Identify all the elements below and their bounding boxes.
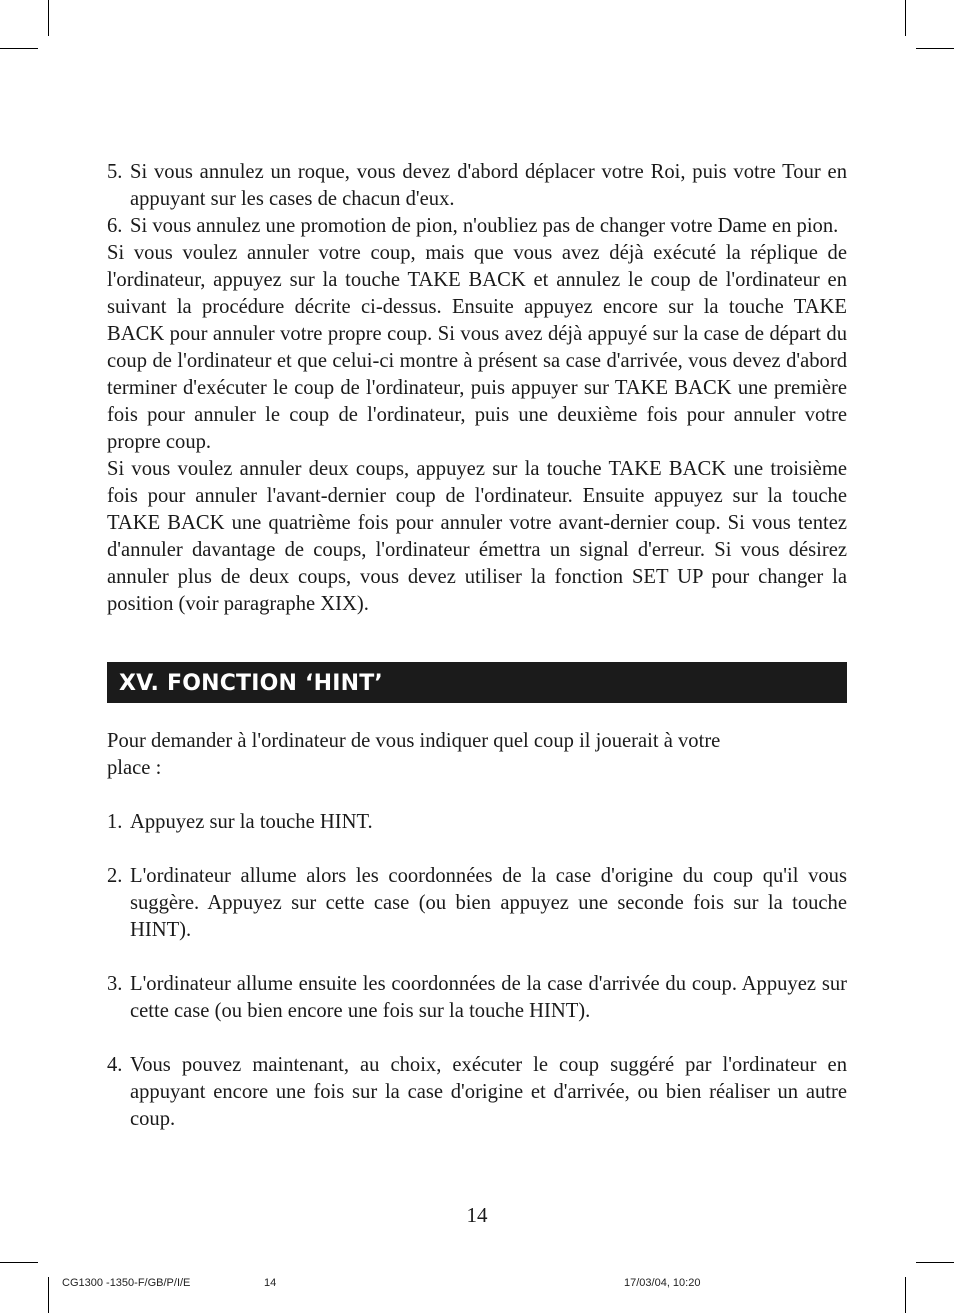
list-text: Si vous annulez une promotion de pion, n'oubliez pas de changer votre Dame en pion.: [130, 215, 839, 237]
step-number: 1.: [107, 811, 123, 833]
list-item-5: [107, 159, 847, 213]
crop-mark-bottom-left-vertical: [48, 1277, 49, 1313]
crop-mark-bottom-right-horizontal: [916, 1262, 954, 1263]
step-number: 4.: [107, 1054, 123, 1076]
crop-mark-top-left-vertical: [48, 0, 49, 36]
intro-line-1: Pour demander à l'ordinateur de vous indiquer quel coup il jouerait à votre: [107, 730, 721, 752]
footer-doc-code: CG1300 -1350-F/GB/P/I/E: [62, 1277, 191, 1289]
hint-step-1: [107, 809, 847, 836]
intro-line-2: place :: [107, 757, 162, 779]
footer-timestamp: 17/03/04, 10:20: [624, 1277, 701, 1289]
crop-mark-top-right-vertical: [905, 0, 906, 36]
step-text: Vous pouvez maintenant, au choix, exécuter le coup suggéré par l'ordinateur en appuyant encore une fois sur la case d'origine et d'arrivée, ou bien réaliser un autre coup.: [130, 1054, 847, 1130]
spacer: [107, 782, 847, 809]
list-text: Si vous annulez un roque, vous devez d'abord déplacer votre Roi, puis votre Tour en appuyant sur les cases de chacun d'eux.: [130, 161, 847, 210]
crop-mark-bottom-right-vertical: [905, 1277, 906, 1313]
page-number: 14: [466, 1203, 488, 1227]
crop-mark-top-right-horizontal: [916, 48, 954, 49]
step-text: L'ordinateur allume ensuite les coordonnées de la case d'arrivée du coup. Appuyez sur cette case (ou bien encore une fois sur la touche HINT).: [130, 973, 847, 1022]
hint-step-4: [107, 1052, 847, 1133]
step-text: L'ordinateur allume alors les coordonnées de la case d'origine du coup qu'il vous suggère. Appuyez sur cette case (ou bien appuyez une seconde fois sur la touche HINT).: [130, 865, 847, 941]
paragraph-take-back-two: Si vous voulez annuler deux coups, appuyez sur la touche TAKE BACK une troisième fois pour annuler l'avant-dernier coup de l'ordinateur. Ensuite appuyez sur la touche TAKE BACK une quatrième fois pour annuler votre avant-dernier coup. Si vous tentez d'annuler davantage de coups, l'ordinateur émettra un signal d'erreur. Si vous désirez annuler plus de deux coups, vous devez utiliser la fonction SET UP pour changer la position (voir paragraphe XIX).: [107, 458, 847, 615]
step-text: Appuyez sur la touche HINT.: [130, 811, 373, 833]
page-content: [107, 159, 847, 1133]
paragraph-take-back-one: Si vous voulez annuler votre coup, mais que vous avez déjà exécuté la réplique de l'ordinateur, appuyez sur la touche TAKE BACK et annulez le coup de l'ordinateur en suivant la procédure décrite ci-dessus. Ensuite appuyez encore sur la touche TAKE BACK pour annuler votre propre coup. Si vous avez déjà appuyé sur la case de départ du coup de l'ordinateur et que celui-ci montre à présent sa case d'arrivée, vous devez d'abord terminer d'exécuter le coup de l'ordinateur, puis appuyer sur TAKE BACK une première fois pour annuler le coup de l'ordinateur, puis une deuxième fois pour annuler votre propre coup.: [107, 242, 847, 453]
crop-mark-bottom-left-horizontal: [0, 1262, 38, 1263]
spacer: [107, 944, 847, 971]
section-heading-hint: XV. FONCTION ‘HINT’: [107, 662, 847, 703]
list-number: 6.: [107, 215, 123, 237]
spacer: [107, 836, 847, 863]
step-number: 3.: [107, 973, 123, 995]
list-item-6: [107, 213, 847, 240]
crop-mark-top-left-horizontal: [0, 48, 38, 49]
hint-step-2: [107, 863, 847, 944]
step-number: 2.: [107, 865, 123, 887]
hint-step-3: [107, 971, 847, 1025]
section-intro: [107, 728, 847, 782]
footer-page: 14: [264, 1277, 277, 1289]
spacer: [107, 1025, 847, 1052]
list-number: 5.: [107, 161, 123, 183]
